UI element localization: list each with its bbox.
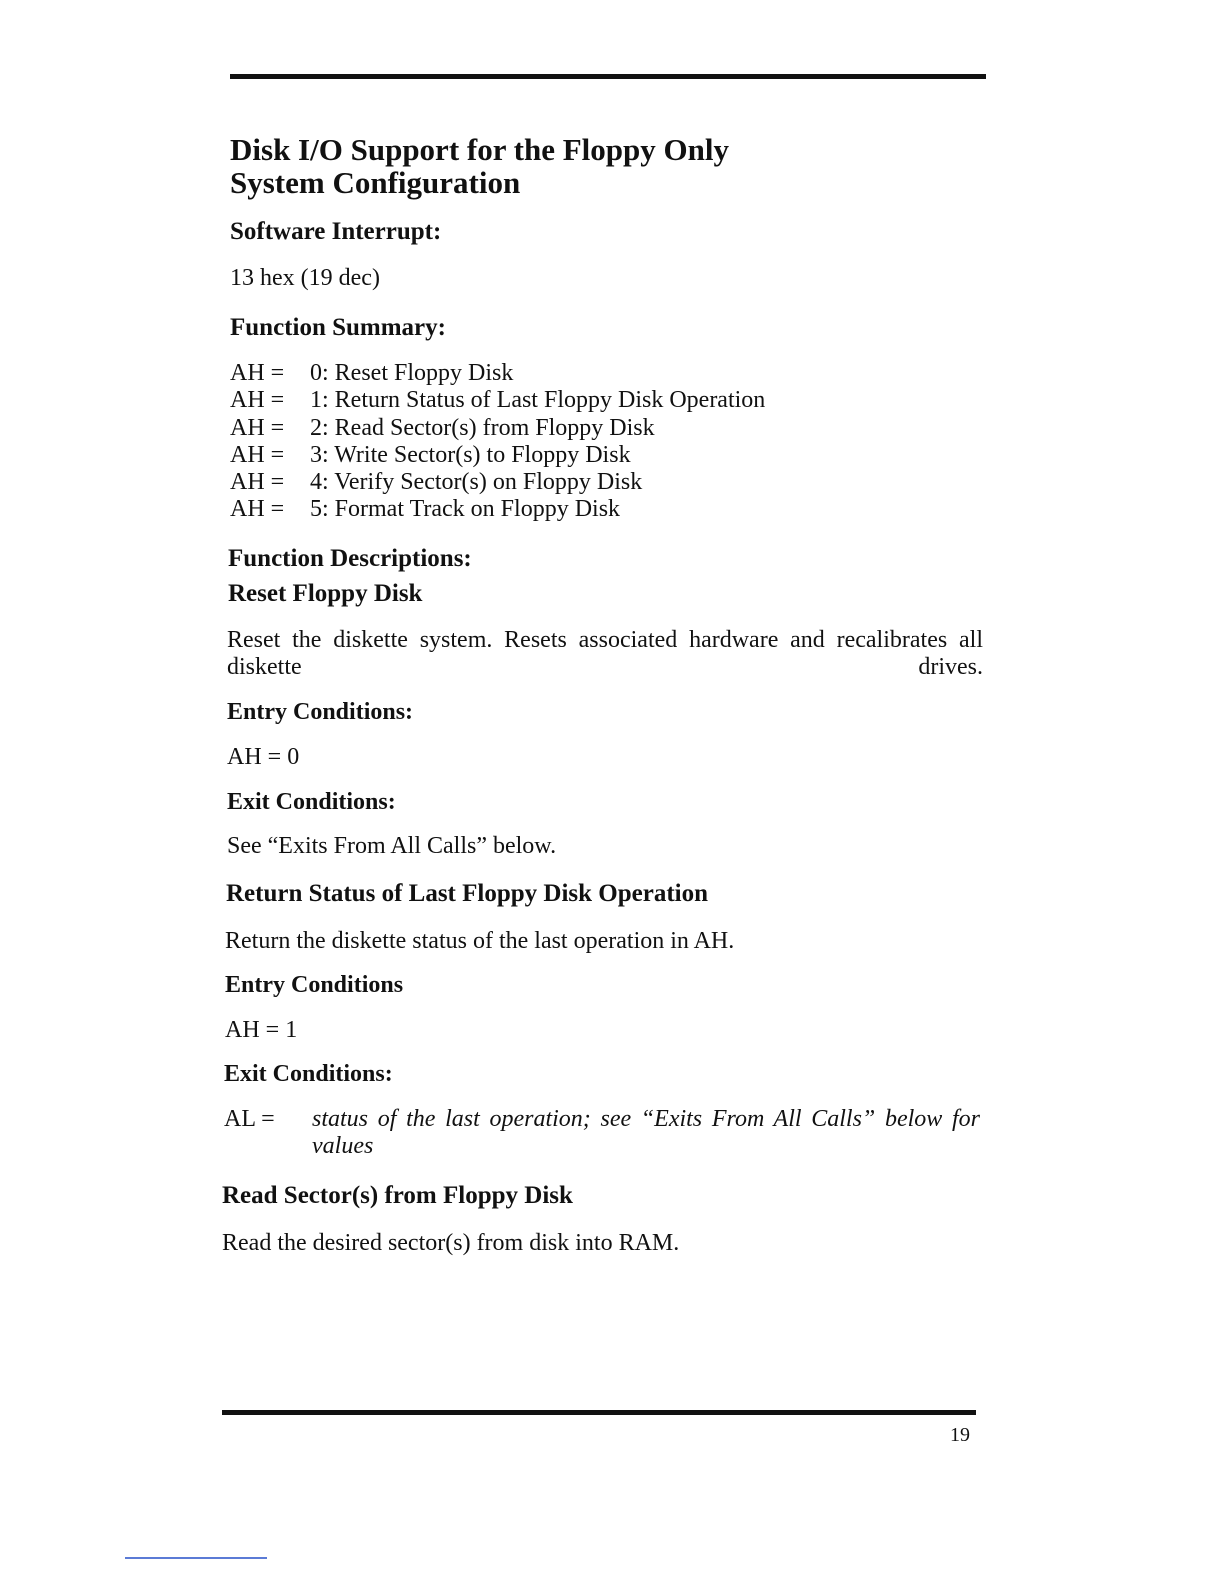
page-title-line-1: Disk I/O Support for the Floppy Only: [230, 132, 729, 167]
return-status-entry-value: AH = 1: [225, 1017, 298, 1043]
summary-item: AH = 2: Read Sector(s) from Floppy Disk: [230, 414, 655, 441]
return-status-exit-heading: Exit Conditions:: [224, 1061, 393, 1087]
summary-item: AH = 4: Verify Sector(s) on Floppy Disk: [230, 469, 643, 496]
return-status-title: Return Status of Last Floppy Disk Operation: [226, 880, 708, 907]
function-summary-list: [230, 360, 765, 524]
reset-entry-conditions-heading: Entry Conditions:: [227, 699, 414, 725]
summary-item: AH = 1: Return Status of Last Floppy Disk Operation: [230, 387, 766, 414]
reset-exit-conditions-value: See “Exits From All Calls” below.: [227, 833, 557, 859]
reset-entry-conditions-value: AH = 0: [227, 744, 300, 770]
return-status-entry-heading: Entry Conditions: [225, 972, 404, 998]
return-status-text: Return the diskette status of the last operation in AH.: [225, 928, 735, 954]
read-sectors-title: Read Sector(s) from Floppy Disk: [222, 1182, 573, 1209]
exit-register-label: AL =: [224, 1106, 275, 1132]
summary-item: AH = 3: Write Sector(s) to Floppy Disk: [230, 441, 631, 468]
software-interrupt-value: 13 hex (19 dec): [230, 265, 380, 291]
software-interrupt-heading: Software Interrupt:: [230, 218, 442, 245]
read-sectors-text: Read the desired sector(s) from disk into RAM.: [222, 1230, 680, 1256]
top-rule: [230, 74, 986, 79]
bottom-rule: [222, 1410, 976, 1415]
reset-exit-conditions-heading: Exit Conditions:: [227, 789, 396, 815]
scan-edge-line: [125, 1557, 267, 1559]
exit-register-description: status of the last operation; see “Exits From All Calls” below for values: [312, 1106, 980, 1159]
function-summary-heading: Function Summary:: [230, 314, 446, 341]
summary-item: AH = 5: Format Track on Floppy Disk: [230, 496, 621, 523]
page-title-line-2: System Configuration: [230, 165, 521, 200]
page-number: 19: [950, 1424, 970, 1446]
reset-floppy-disk-text: Reset the diskette system. Resets associated hardware and recalibrates all diskette drives.: [227, 627, 983, 680]
reset-floppy-disk-title: Reset Floppy Disk: [228, 580, 423, 607]
summary-item: AH = 0: Reset Floppy Disk: [230, 360, 514, 386]
function-descriptions-heading: Function Descriptions:: [228, 545, 472, 572]
